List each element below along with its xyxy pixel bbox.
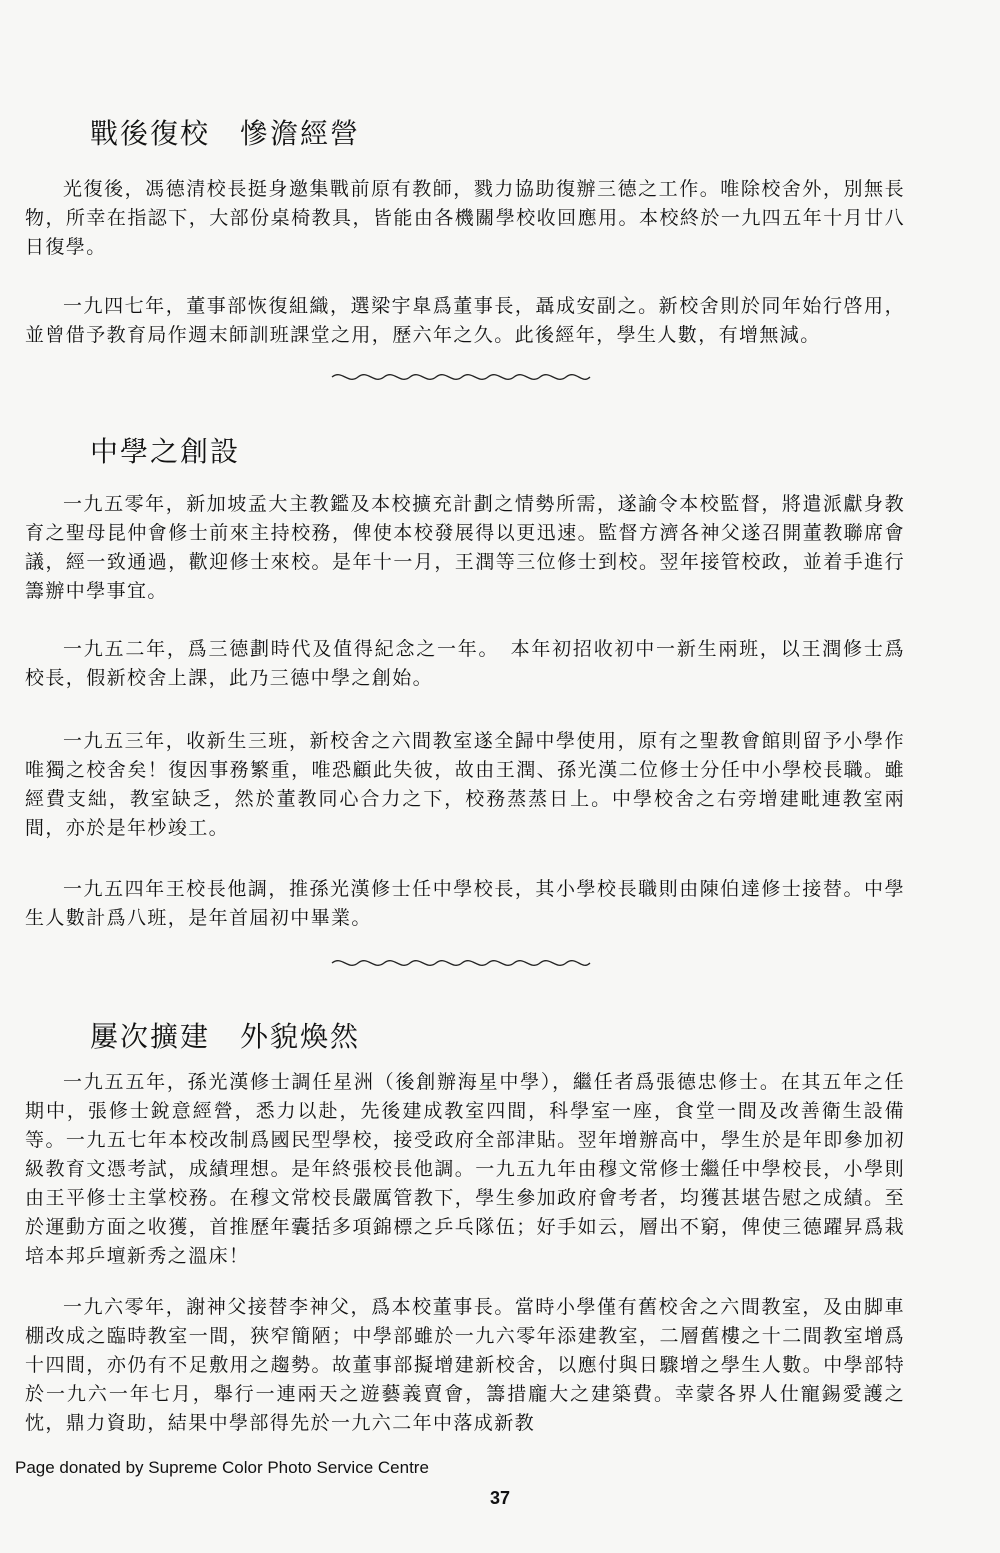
- paragraph: 一九五零年，新加坡孟大主教鑑及本校擴充計劃之情勢所需，遂諭令本校監督，將遣派獻身教育之聖母昆仲會修士前來主持校務，俾使本校發展得以更迅速。監督方濟各神父遂召開董教聯席會議，經一致通過，歡迎修士來校。是年十一月，王潤等三位修士到校。翌年接管校政，並着手進行籌辦中學事宜。: [25, 493, 905, 602]
- paragraph: 一九五二年，爲三德劃時代及值得紀念之一年。 本年初招收初中一新生兩班，以王潤修士爲校長，假新校舍上課，此乃三德中學之創始。: [25, 638, 905, 689]
- section-heading-secondary-school: 中學之創設: [90, 435, 241, 468]
- paragraph: 光復後，馮德清校長挺身邀集戰前原有教師，戮力協助復辦三德之工作。唯除校舍外，別無長物，所幸在指認下，大部份桌椅教具，皆能由各機關學校收回應用。本校終於一九四五年十月廿八日復學。: [25, 178, 905, 258]
- donation-credit: Page donated by Supreme Color Photo Service Centre: [15, 1458, 429, 1477]
- paragraph: 一九五四年王校長他調，推孫光漢修士任中學校長，其小學校長職則由陳伯達修士接替。中學生人數計爲八班，是年首屆初中畢業。: [25, 878, 905, 929]
- section-heading-expansion: 屢次擴建 外貌煥然: [90, 1020, 361, 1053]
- section-heading-postwar: 戰後復校 慘澹經營: [90, 117, 361, 150]
- ornamental-divider: [330, 956, 592, 970]
- ornamental-divider: [330, 370, 592, 384]
- paragraph: 一九四七年，董事部恢復組織，選梁宇臯爲董事長，聶成安副之。新校舍則於同年始行啓用，並曾借予教育局作週末師訓班課堂之用，歷六年之久。此後經年，學生人數，有增無減。: [25, 295, 905, 346]
- page-number: 37: [489, 1488, 511, 1508]
- paragraph: 一九五五年，孫光漢修士調任星洲（後創辦海星中學），繼任者爲張德忠修士。在其五年之任期中，張修士銳意經營，悉力以赴，先後建成教室四間，科學室一座，食堂一間及改善衛生設備等。一九五七年本校改制爲國民型學校，接受政府全部津貼。翌年增辦高中，學生於是年即參加初級教育文憑考試，成績理想。是年終張校長他調。一九五九年由穆文常修士繼任中學校長，小學則由王平修士主掌校務。在穆文常校長嚴厲管教下，學生參加政府會考者，均獲甚堪告慰之成績。至於運動方面之收獲，首推歷年囊括多項錦標之乒乓隊伍；好手如云，層出不窮，俾使三德躍昇爲栽培本邦乒壇新秀之溫床！: [25, 1071, 905, 1267]
- paragraph: 一九五三年，收新生三班，新校舍之六間教室遂全歸中學使用，原有之聖教會館則留予小學作唯獨之校舍矣！復因事務繁重，唯恐顧此失彼，故由王潤、孫光漢二位修士分任中小學校長職。雖經費支絀，教室缺乏，然於董教同心合力之下，校務蒸蒸日上。中學校舍之右旁增建毗連教室兩間，亦於是年杪竣工。: [25, 730, 905, 839]
- paragraph: 一九六零年，謝神父接替李神父，爲本校董事長。當時小學僅有舊校舍之六間教室，及由脚車棚改成之臨時教室一間，狹窄簡陋；中學部雖於一九六零年添建教室，二層舊樓之十二間教室增爲十四間，亦仍有不足敷用之趨勢。故董事部擬增建新校舍，以應付與日驟增之學生人數。中學部特於一九六一年七月，舉行一連兩天之遊藝義賣會，籌措龐大之建築費。幸蒙各界人仕寵錫愛護之忱，鼎力資助，結果中學部得先於一九六二年中落成新教: [25, 1296, 905, 1434]
